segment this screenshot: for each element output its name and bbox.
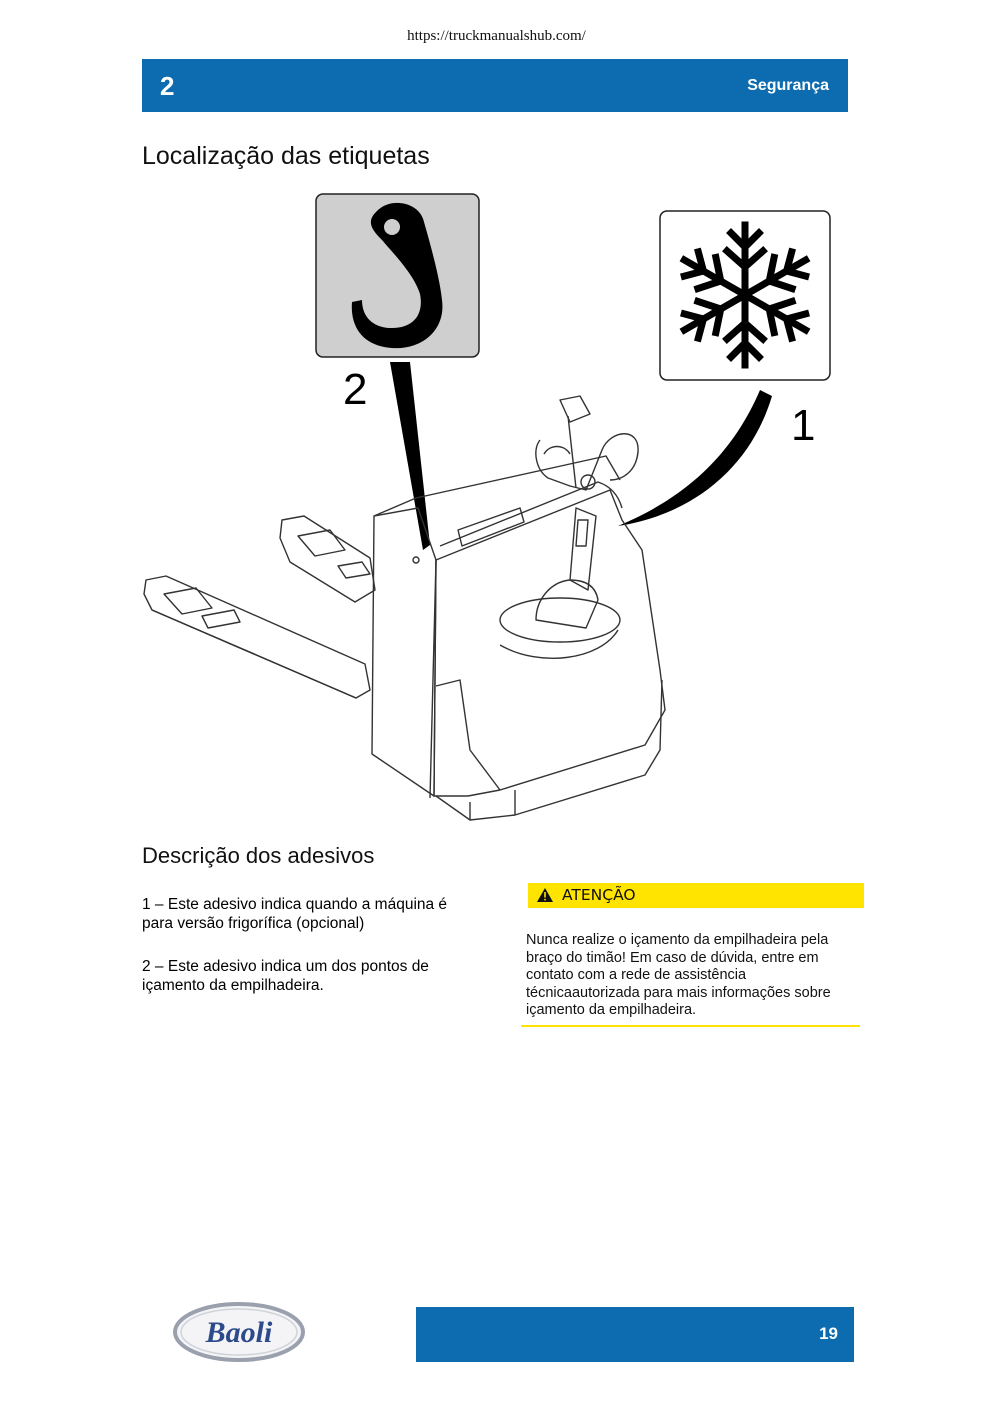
warning-text: Nunca realize o içamento da empilhadeira pela braço do timão! Em caso de dúvida, entre em contato com a rede de assistência técnicaautorizada para mais informações sobre içamento da empilhadeira. [526, 932, 831, 1018]
chapter-number: 2 [160, 71, 175, 101]
svg-text:Baoli: Baoli [205, 1316, 273, 1349]
pallet-truck-illustration [144, 396, 665, 820]
section-title: Localização das etiquetas [142, 142, 430, 170]
page-number: 19 [819, 1324, 838, 1343]
leader-1 [618, 390, 772, 526]
description-item-1: 1 – Este adesivo indica quando a máquina é para versão frigorífica (opcional) [142, 896, 448, 932]
snowflake-label [660, 211, 830, 380]
leader-2 [390, 362, 430, 550]
source-url: https://truckmanualshub.com/ [407, 28, 586, 44]
callout-1: 1 [791, 401, 816, 450]
description-title: Descrição dos adesivos [142, 843, 375, 868]
baoli-logo [172, 1300, 307, 1364]
chapter-header [142, 59, 848, 112]
warning-divider [521, 1025, 860, 1027]
truck-labels-figure [140, 190, 860, 830]
warning-label: ATENÇÃO [562, 886, 636, 904]
hook-label [316, 194, 479, 357]
warning-header [528, 883, 864, 908]
chapter-title: Segurança [747, 77, 829, 94]
callout-2: 2 [343, 365, 368, 414]
footer-bar [416, 1307, 854, 1362]
description-item-2: 2 – Este adesivo indica um dos pontos de içamento da empilhadeira. [142, 958, 429, 994]
warning-triangle-icon [536, 887, 554, 903]
